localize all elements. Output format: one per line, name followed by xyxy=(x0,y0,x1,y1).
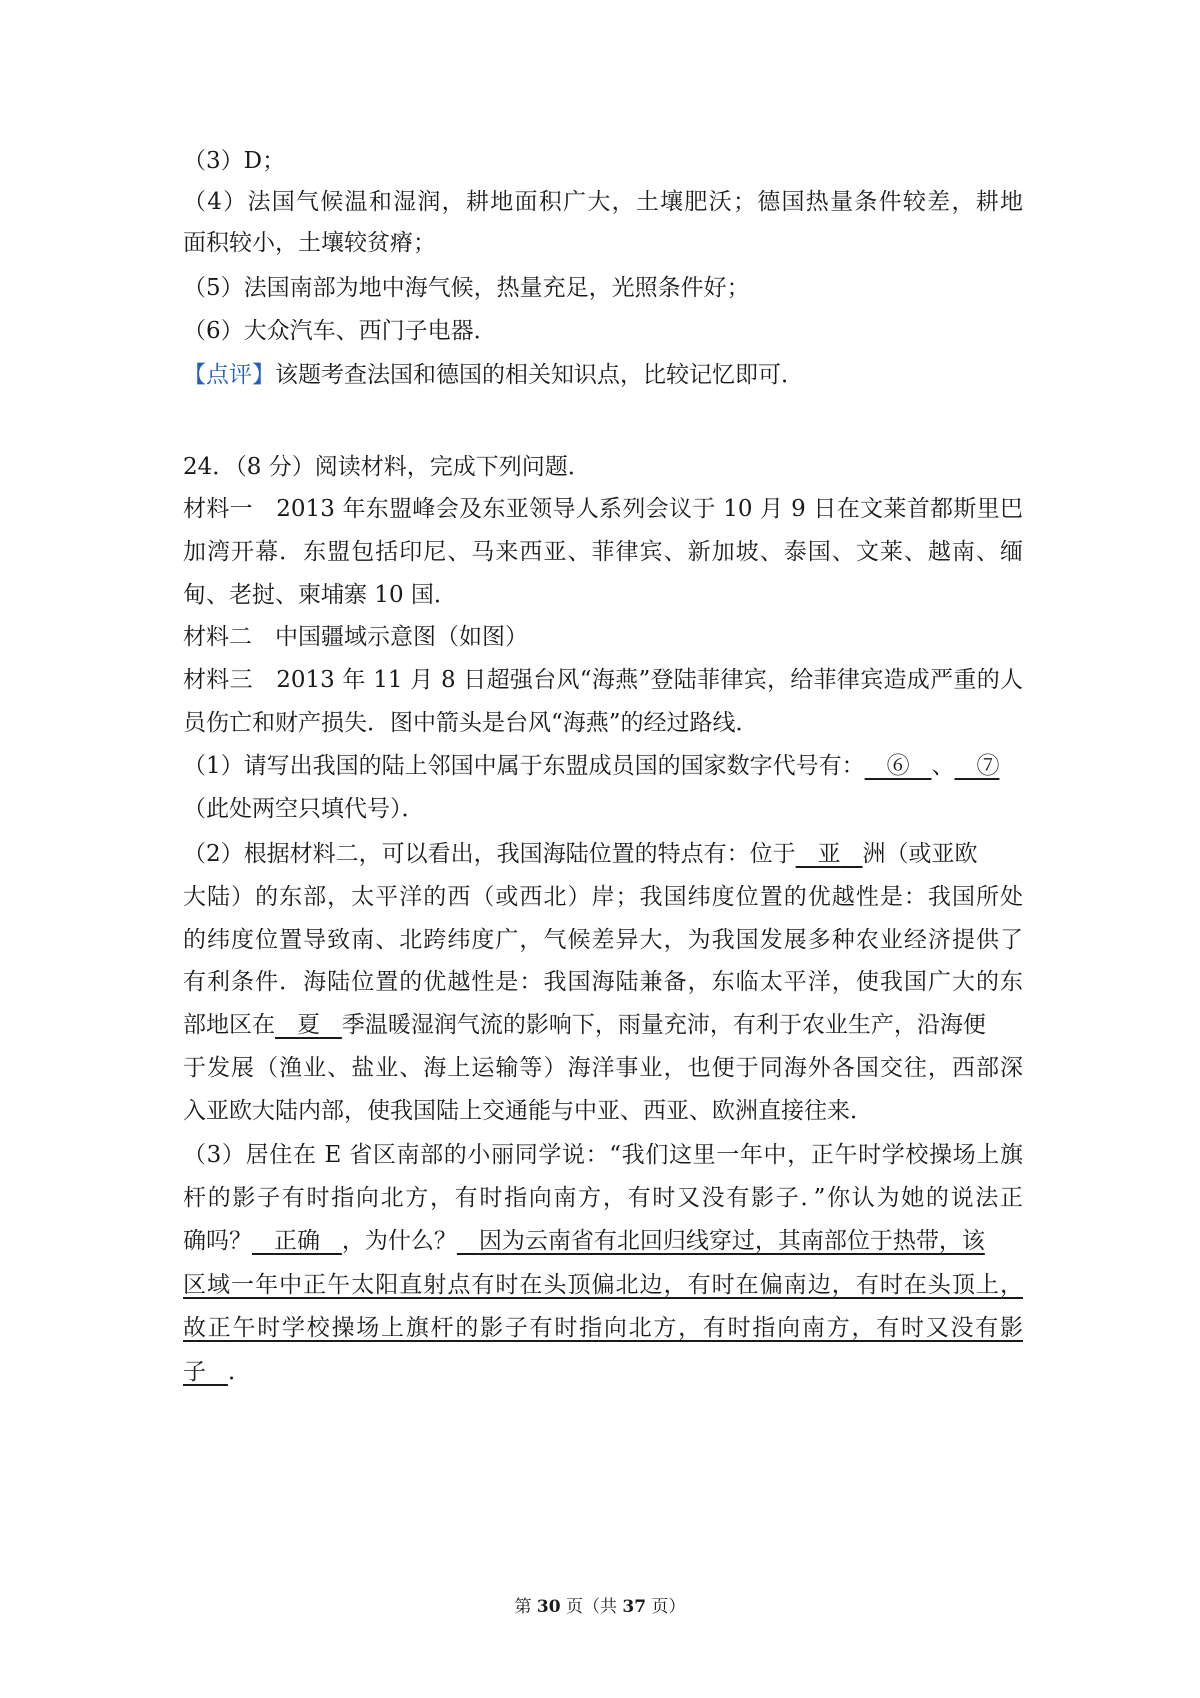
part-2-line-2: 大陆）的东部，太平洋的西（或西北）岸；我国纬度位置的优越性是：我国所处 xyxy=(183,884,1023,910)
answer-4-line-1: （4）法国气候温和湿润，耕地面积广大，土壤肥沃；德国热量条件较差，耕地 xyxy=(183,189,1023,215)
material-2: 材料二 中国疆域示意图（如图） xyxy=(183,624,528,650)
part-1-separator: 、 xyxy=(931,753,955,779)
part-2-line-5: 部地区在 夏 季温暖湿润气流的影响下，雨量充沛，有利于农业生产，沿海便 xyxy=(183,1012,986,1038)
answer-3: （3）D； xyxy=(183,148,286,174)
part-3-line-3: 确吗？ 正确 ，为什么？ 因为云南省有北回归线穿过，其南部位于热带，该 xyxy=(183,1228,985,1254)
comment-tag: 【点评】 xyxy=(183,362,275,388)
part-1-blank-1: ⑥ xyxy=(886,753,910,779)
answer-6: （6）大众汽车、西门子电器． xyxy=(183,318,497,344)
part-1-line-2: （此处两空只填代号）． xyxy=(183,796,425,822)
material-3-line-1: 材料三 2013 年 11 月 8 日超强台风“海燕”登陆菲律宾，给菲律宾造成严重的人 xyxy=(183,667,1023,693)
part-3-line-6: 子 ． xyxy=(183,1359,251,1385)
total-page-number: 37 xyxy=(622,1597,647,1617)
current-page-number: 30 xyxy=(536,1597,561,1617)
part-2-line-4: 有利条件．海陆位置的优越性是：我国海陆兼备，东临太平洋，使我国广大的东 xyxy=(183,969,1023,995)
part-1-prefix: （1）请写出我国的陆上邻国中属于东盟成员国的国家数字代号有： xyxy=(183,753,865,779)
comment-text: 该题考查法国和德国的相关知识点，比较记忆即可． xyxy=(275,362,804,388)
material-3-line-2: 员伤亡和财产损失．图中箭头是台风“海燕”的经过路线． xyxy=(183,710,759,736)
part-3-line-2: 杆的影子有时指向北方，有时指向南方，有时又没有影子．”你认为她的说法正 xyxy=(183,1185,1023,1211)
material-1-line-1: 材料一 2013 年东盟峰会及东亚领导人系列会议于 10 月 9 日在文莱首都斯里巴 xyxy=(183,496,1023,522)
material-1-line-2: 加湾开幕．东盟包括印尼、马来西亚、菲律宾、新加坡、泰国、文莱、越南、缅 xyxy=(183,539,1023,565)
answer-4-line-2: 面积较小，土壤较贫瘠； xyxy=(183,230,436,256)
part-2-line-1: （2）根据材料二，可以看出，我国海陆位置的特点有：位于 亚 洲（或亚欧 xyxy=(183,841,978,867)
material-1-line-3: 甸、老挝、柬埔寨 10 国． xyxy=(183,582,457,608)
page-footer: 第 30 页（共 37 页） xyxy=(514,1597,686,1617)
part-1-line-1 xyxy=(183,751,1023,781)
part-3-line-1: （3）居住在 E 省区南部的小丽同学说：“我们这里一年中，正午时学校操场上旗 xyxy=(183,1142,1023,1168)
part-3-blank-end: 子 xyxy=(183,1359,206,1385)
part-3-line-4: 区域一年中正午太阳直射点有时在头顶偏北边，有时在偏南边，有时在头顶上， xyxy=(183,1272,1023,1298)
comment-line xyxy=(183,360,1023,390)
part-1-blank-2: ⑦ xyxy=(976,753,1000,779)
part-2-blank-2: 夏 xyxy=(296,1012,320,1038)
part-2-blank-1: 亚 xyxy=(817,841,841,867)
answer-5: （5）法国南部为地中海气候，热量充足，光照条件好； xyxy=(183,275,750,301)
part-2-line-3: 的纬度位置导致南、北跨纬度广，气候差异大，为我国发展多种农业经济提供了 xyxy=(183,927,1023,953)
part-3-line-5: 故正午时学校操场上旗杆的影子有时指向北方，有时指向南方，有时又没有影 xyxy=(183,1315,1023,1341)
part-3-blank-2: 因为云南省有北回归线穿过，其南部位于热带，该 xyxy=(478,1228,985,1254)
part-2-line-6: 于发展（渔业、盐业、海上运输等）海洋事业，也便于同海外各国交往，西部深 xyxy=(183,1055,1023,1081)
question-24-title: 24．（8 分）阅读材料，完成下列问题． xyxy=(183,454,591,480)
part-3-blank-1: 正确 xyxy=(273,1228,320,1254)
part-2-line-7: 入亚欧大陆内部，使我国陆上交通能与中亚、西亚、欧洲直接往来． xyxy=(183,1098,873,1124)
